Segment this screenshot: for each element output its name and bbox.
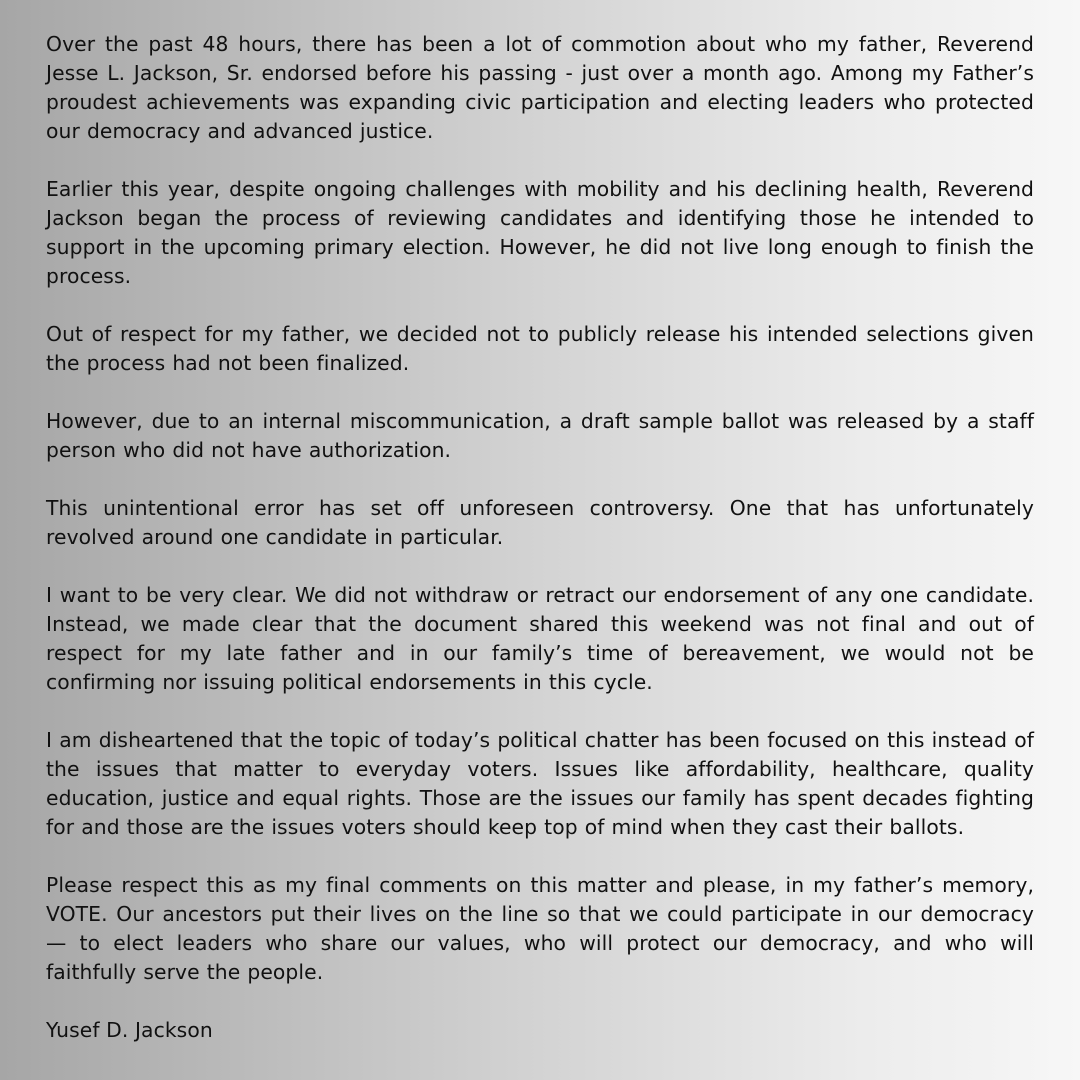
paragraph-clarification: I want to be very clear. We did not withdraw or retract our endorsement of any one candidate. Instead, we made clear that the document shared this weekend was not final and out of respect for my late father and in our family’s time of bereavement, we would not be confirming nor issuing political endorsements in this cycle. [46,583,1034,694]
paragraph-review-process: Earlier this year, despite ongoing challenges with mobility and his declining health, Reverend Jackson began the process of reviewing candidates and identifying those he intended to support in the upcoming primary election. However, he did not live long enough to finish the process. [46,177,1034,288]
paragraph-vote-appeal: Please respect this as my final comments on this matter and please, in my father’s memory, VOTE. Our ancestors put their lives on the line so that we could participate in our democracy — to elect leaders who share our values, who will protect our democracy, and who will faithfully serve the people. [46,873,1034,984]
paragraph-opening: Over the past 48 hours, there has been a lot of commotion about who my father, Reverend Jesse L. Jackson, Sr. endorsed before his passing - just over a month ago. Among my Father’s proudest achievements was expanding civic participation and electing leaders who protected our democracy and advanced justice. [46,32,1034,143]
paragraph-controversy: This unintentional error has set off unforeseen controversy. One that has unfortunately revolved around one candidate in particular. [46,496,1034,549]
paragraph-miscommunication: However, due to an internal miscommunication, a draft sample ballot was released by a staff person who did not have authorization. [46,409,1034,462]
statement-body [46,30,1034,1045]
paragraph-respect-decision: Out of respect for my father, we decided not to publicly release his intended selections given the process had not been finalized. [46,322,1034,375]
paragraph-voter-issues: I am disheartened that the topic of today’s political chatter has been focused on this instead of the issues that matter to everyday voters. Issues like affordability, healthcare, quality education, justice and equal rights. Those are the issues our family has spent decades fighting for and those are the issues voters should keep top of mind when they cast their ballots. [46,728,1034,839]
signature: Yusef D. Jackson [46,1018,213,1042]
